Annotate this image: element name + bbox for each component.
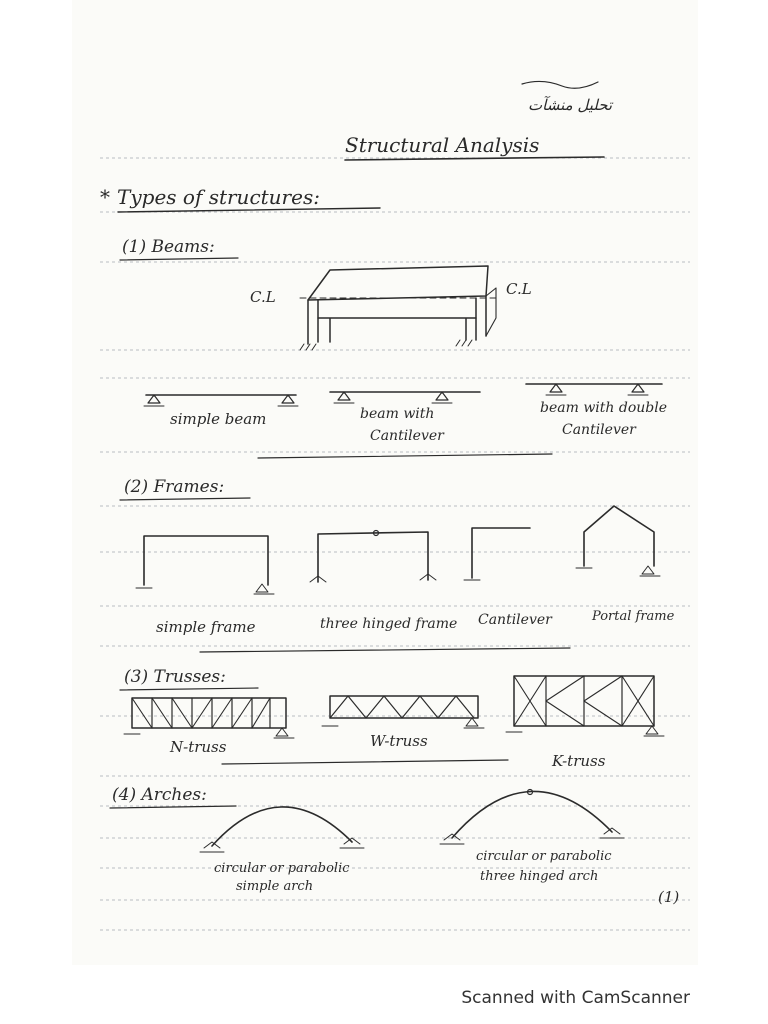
scanner-watermark: Scanned with CamScanner <box>461 988 690 1008</box>
portal-frame-label: Portal frame <box>592 609 675 624</box>
beam-with-cantilever-label-2: Cantilever <box>370 428 444 444</box>
beam-with-cantilever-label-1: beam with <box>360 406 435 422</box>
double-cantilever-label-1: beam with double <box>540 400 668 416</box>
frames-heading: (2) Frames: <box>124 477 225 497</box>
centerline-right-label: C.L <box>506 280 532 298</box>
trusses-heading: (3) Trusses: <box>124 667 226 687</box>
k-truss-label: K-truss <box>552 752 606 770</box>
cantilever-frame-label: Cantilever <box>478 612 552 628</box>
centerline-left-label: C.L <box>250 288 276 306</box>
section-heading: Types of structures: <box>117 185 320 209</box>
bullet-star: * <box>100 185 110 209</box>
three-hinged-arch-label-1: circular or parabolic <box>476 849 612 864</box>
three-hinged-frame-label: three hinged frame <box>320 616 458 632</box>
page-number: (1) <box>658 888 680 906</box>
three-hinged-arch-label-2: three hinged arch <box>480 869 599 884</box>
simple-arch-label-2: simple arch <box>236 879 314 894</box>
w-truss-label: W-truss <box>370 732 428 750</box>
beams-heading: (1) Beams: <box>122 237 215 257</box>
arches-heading: (4) Arches: <box>112 785 207 805</box>
page-title: Structural Analysis <box>345 133 540 157</box>
simple-frame-label: simple frame <box>156 618 256 636</box>
arabic-note: تحليل منشآت <box>528 96 613 114</box>
n-truss-label: N-truss <box>170 738 227 756</box>
simple-beam-label: simple beam <box>170 410 267 428</box>
double-cantilever-label-2: Cantilever <box>562 422 636 438</box>
simple-arch-label-1: circular or parabolic <box>214 861 350 876</box>
